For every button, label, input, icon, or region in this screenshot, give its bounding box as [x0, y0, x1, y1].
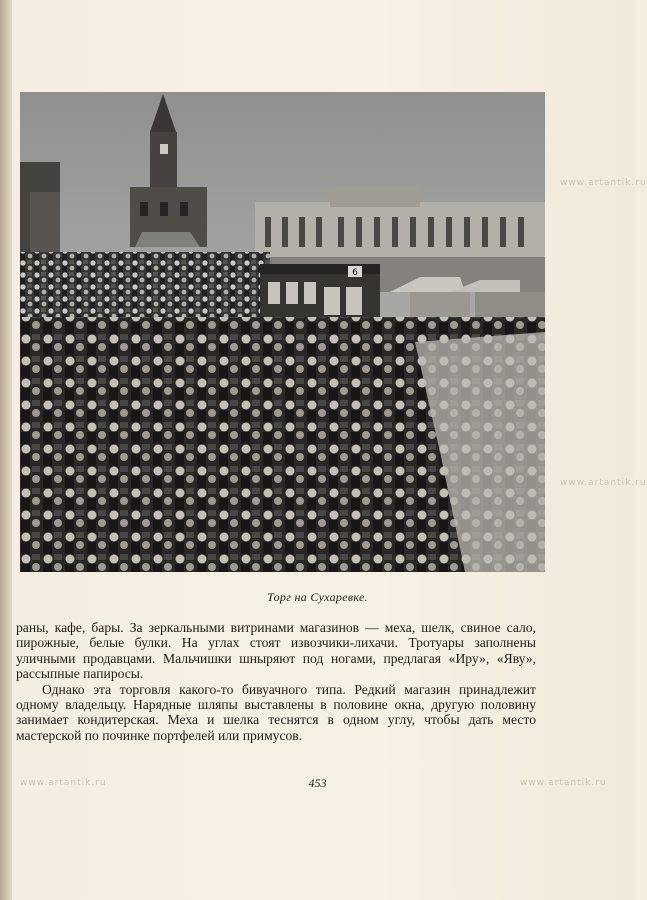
sukharevka-market-photo [20, 92, 545, 572]
paragraph-1: раны, кафе, бары. За зеркальными витринами магазинов — меха, шелк, свиное сало, пирожные, белые булки. На углах стоят извозчики-лихачи. Тротуары заполнены уличными продавцами. Мальчишки шныряют под ногами, предлагая «Иру», «Яву», рассыпные папиросы. [16, 620, 536, 682]
tram-route-number: 6 [352, 268, 358, 278]
watermark: www.artantik.ru [20, 778, 107, 788]
watermark: www.artantik.ru [520, 778, 607, 788]
body-text [16, 620, 536, 743]
photo-caption: Торг на Сухаревке. [267, 590, 368, 604]
watermark: www.artantik.ru [560, 478, 647, 488]
page-number: 453 [308, 776, 327, 790]
watermark: www.artantik.ru [560, 178, 647, 188]
paragraph-2: Однако эта торговля какого-то бивуачного типа. Редкий магазин принадлежит одному владельцу. Нарядные шляпы выставлены в половине окна, другую половину занимает кондитерская. Меха и шелка теснятся в одном углу, чтобы дать место мастерской по починке портфелей или примусов. [16, 681, 536, 743]
photo-illustration [20, 92, 545, 572]
book-spine-shadow [0, 0, 12, 900]
